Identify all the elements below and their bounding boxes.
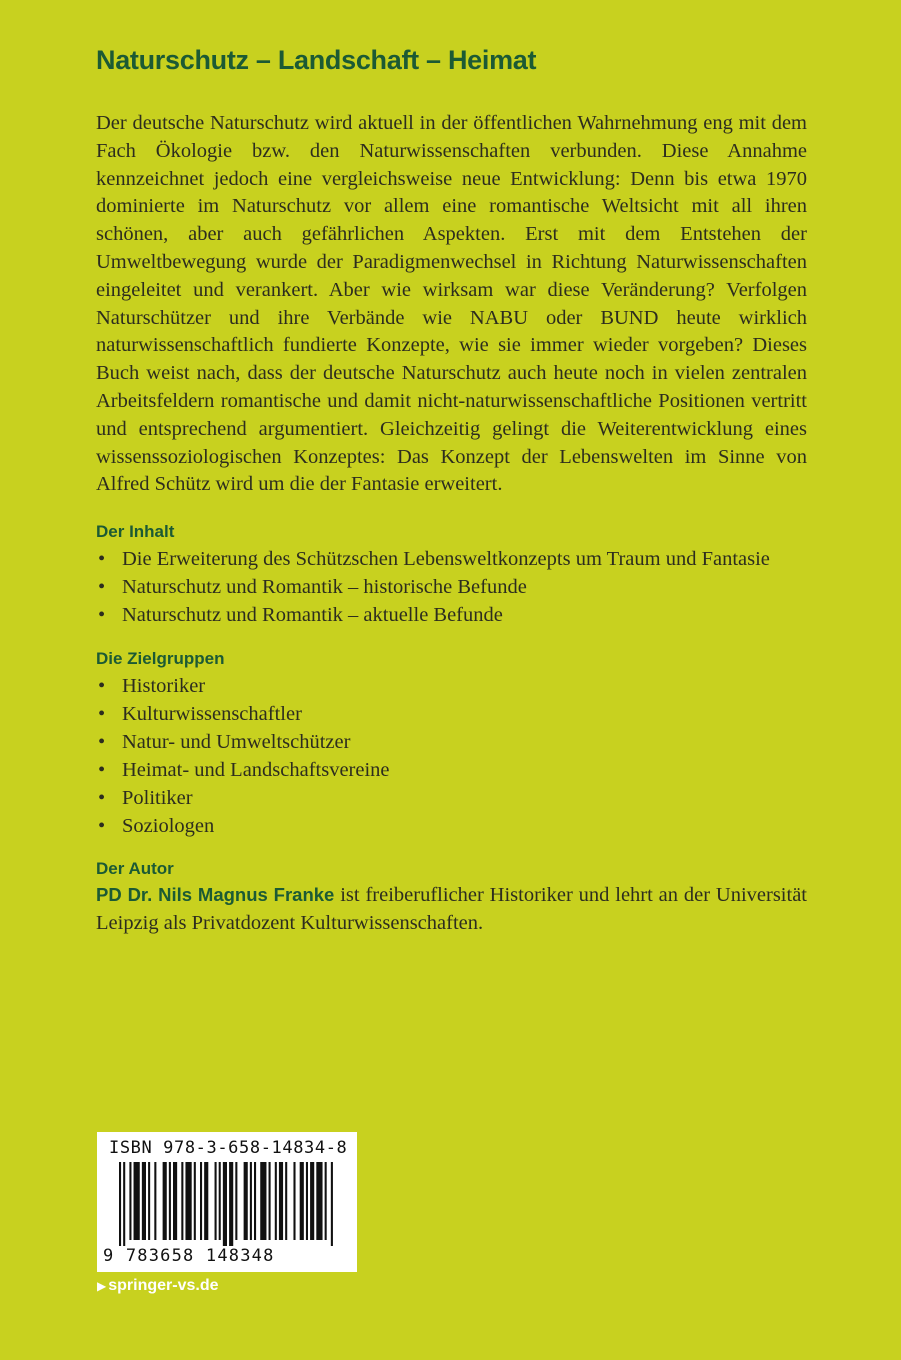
barcode-bar (250, 1162, 252, 1240)
website-text: springer-vs.de (108, 1277, 219, 1294)
book-title: Naturschutz – Landschaft – Heimat (96, 45, 537, 75)
barcode-bar (269, 1162, 271, 1240)
bullet-icon: • (98, 703, 106, 726)
bullet-icon: • (98, 548, 106, 571)
list-item (96, 728, 807, 756)
list-item (96, 812, 807, 840)
list-item (96, 601, 807, 629)
list-item-text: Naturschutz und Romantik – historische Befunde (122, 576, 527, 599)
barcode-bar (194, 1162, 196, 1240)
isbn-barcode (97, 1132, 357, 1272)
barcode-bar (142, 1162, 146, 1240)
list-item-text: Kulturwissenschaftler (122, 703, 302, 726)
list-item (96, 756, 807, 784)
list-item (96, 573, 807, 601)
arrow-right-icon: ▶ (97, 1279, 107, 1293)
bullet-icon: • (98, 604, 106, 627)
list-item-text: Soziologen (122, 815, 215, 838)
barcode-bar (325, 1162, 327, 1240)
barcode-bar (279, 1162, 283, 1240)
bullet-icon: • (98, 759, 106, 782)
list-item-text: Heimat- und Landschaftsvereine (122, 759, 390, 782)
barcode-bar (293, 1162, 295, 1240)
barcode-bar (163, 1162, 167, 1240)
barcode-bar (229, 1162, 233, 1246)
list-item-text: Politiker (122, 787, 193, 810)
barcode-bar (134, 1162, 140, 1240)
barcode-bar (173, 1162, 177, 1240)
barcode-bar (185, 1162, 191, 1240)
bullet-icon: • (98, 576, 106, 599)
zielgruppen-heading: Die Zielgruppen (96, 649, 225, 669)
back-cover-content (96, 40, 807, 938)
author-name: PD Dr. Nils Magnus Franke (96, 884, 335, 906)
barcode-bar (215, 1162, 217, 1240)
bullet-icon: • (98, 731, 106, 754)
inhalt-heading: Der Inhalt (96, 522, 175, 542)
barcode-bar (244, 1162, 248, 1240)
list-item-text: Die Erweiterung des Schützschen Lebensweltkonzepts um Traum und Fantasie (122, 548, 770, 571)
barcode-bar (306, 1162, 308, 1240)
section-autor (96, 857, 807, 938)
barcode-bar (204, 1162, 208, 1240)
barcode-bar (310, 1162, 314, 1240)
bullet-icon: • (98, 815, 106, 838)
barcode-bar (285, 1162, 287, 1240)
barcode-bar (200, 1162, 202, 1240)
barcode-bar (260, 1162, 266, 1240)
barcode-bar (316, 1162, 322, 1240)
list-item (96, 545, 807, 573)
section-zielgruppen (96, 647, 807, 840)
bullet-icon: • (98, 787, 106, 810)
isbn-label: ISBN 978-3-658-14834-8 (109, 1138, 348, 1158)
barcode-bar (129, 1162, 131, 1240)
barcode-bar (119, 1162, 121, 1246)
autor-heading: Der Autor (96, 859, 174, 879)
barcode-bar (148, 1162, 150, 1240)
author-bio: ist freiberuflicher Historiker und lehrt an der Universität Leipzig als Privatdozent Kulturwissenschaften. (96, 884, 807, 934)
barcode-bar (300, 1162, 304, 1240)
list-item-text: Naturschutz und Romantik – aktuelle Befunde (122, 604, 503, 627)
autor-paragraph (96, 881, 807, 938)
barcode-bar (123, 1162, 125, 1246)
website-link[interactable] (97, 1277, 219, 1295)
list-item-text: Historiker (122, 675, 206, 698)
barcode-bar (169, 1162, 171, 1240)
list-item (96, 700, 807, 728)
zielgruppen-list (96, 672, 807, 840)
barcode-bar (181, 1162, 183, 1240)
barcode-bar (235, 1162, 237, 1240)
list-item-text: Natur- und Umweltschützer (122, 731, 351, 754)
list-item (96, 672, 807, 700)
section-inhalt (96, 520, 807, 629)
barcode-bar (254, 1162, 256, 1240)
inhalt-list (96, 545, 807, 629)
ean-digits: 9 783658 148348 (103, 1246, 275, 1266)
barcode-icon (119, 1162, 335, 1246)
barcode-bar (154, 1162, 156, 1240)
barcode-bar (275, 1162, 277, 1240)
bullet-icon: • (98, 675, 106, 698)
barcode-bar (331, 1162, 333, 1246)
barcode-bar (223, 1162, 227, 1246)
blurb-paragraph: Der deutsche Naturschutz wird aktuell in der öffentlichen Wahrnehmung eng mit dem Fach Ökologie bzw. den Naturwissenschaften verbunden. Diese Annahme kennzeichnet jedoch eine vergleichsweise neue Entwicklung: Denn bis etwa 1970 dominierte im Naturschutz vor allem eine romantische Weltsicht mit all ihren schönen, aber auch gefährlichen Aspekten. Erst mit dem Entstehen der Umweltbewegung wurde der Paradigmenwechsel in Richtung Naturwissenschaften eingeleitet und verankert. Aber wie wirksam war diese Veränderung? Verfolgen Naturschützer und ihre Verbände wie NABU oder BUND heute wirklich naturwissenschaftlich fundierte Konzepte, wie sie immer wieder vorgeben? Dieses Buch weist nach, dass der deutsche Naturschutz auch heute noch in vielen zentralen Arbeitsfeldern romantische und damit nicht-naturwissenschaftliche Positionen vertritt und entsprechend argumentiert. Gleichzeitig gelingt die Weiterentwicklung eines wissenssoziologischen Konzeptes: Das Konzept der Lebenswelten im Sinne von Alfred Schütz wird um die der Fantasie erweitert. (96, 112, 807, 496)
list-item (96, 784, 807, 812)
barcode-bar (219, 1162, 221, 1240)
